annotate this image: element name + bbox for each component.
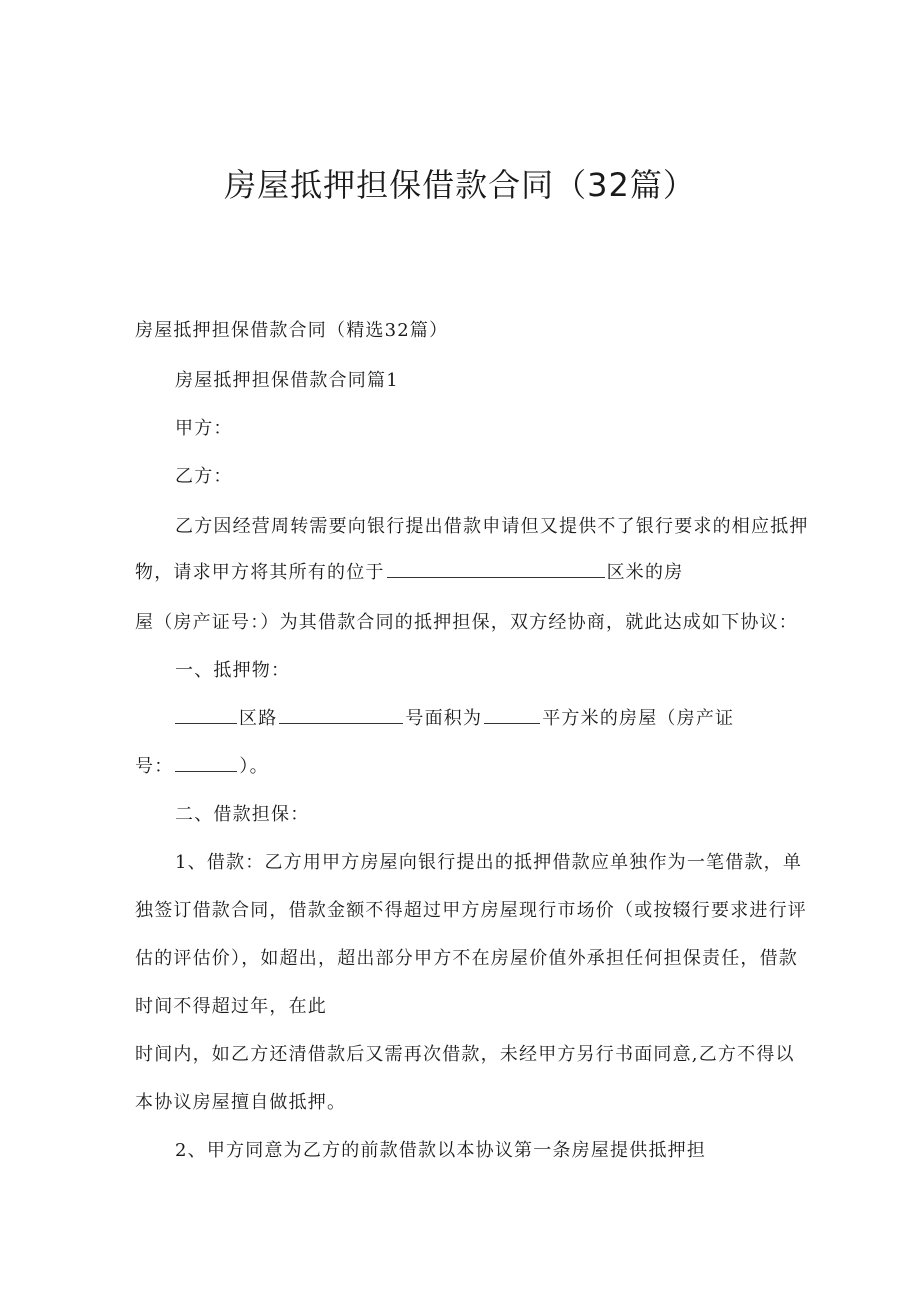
paragraph-line bbox=[135, 558, 683, 584]
paragraph-line bbox=[175, 704, 734, 730]
paragraph-text: 号： bbox=[135, 756, 174, 777]
paragraph-line: 本协议房屋擅自做抵押。 bbox=[135, 1092, 347, 1113]
fill-blank bbox=[484, 705, 540, 724]
fill-blank bbox=[387, 559, 605, 578]
paragraph-text: 平方米的房屋（房产证 bbox=[542, 708, 735, 729]
fill-blank bbox=[175, 753, 237, 772]
paragraph-line: 独签订借款合同，借款金额不得超过甲方房屋现行市场价（或按辍行要求进行评 bbox=[135, 900, 807, 921]
paragraph-line: 时间内，如乙方还清借款后又需再次借款，未经甲方另行书面同意,乙方不得以 bbox=[135, 1044, 795, 1065]
paragraph-line bbox=[135, 752, 269, 778]
paragraph-line: 估的评估价），如超出，超出部分甲方不在房屋价值外承担任何担保责任，借款 bbox=[135, 948, 798, 969]
paragraph-line: 1、借款：乙方用甲方房屋向银行提出的抵押借款应单独作为一笔借款，单 bbox=[175, 852, 803, 873]
document-subtitle: 房屋抵押担保借款合同（精选32篇） bbox=[135, 320, 449, 341]
party-a-label: 甲方： bbox=[175, 418, 233, 439]
paragraph-text: 号面积为 bbox=[405, 708, 483, 729]
paragraph-text: 物，请求甲方将其所有的位于 bbox=[135, 562, 385, 583]
document-title: 房屋抵押担保借款合同（32篇） bbox=[224, 166, 696, 204]
paragraph-line: 乙方因经营周转需要向银行提出借款申请但又提供不了银行要求的相应抵押 bbox=[175, 516, 809, 537]
paragraph-text: 区路 bbox=[239, 708, 278, 729]
fill-blank bbox=[175, 705, 237, 724]
fill-blank bbox=[279, 705, 403, 724]
party-b-label: 乙方： bbox=[175, 466, 233, 487]
paragraph-text: ）。 bbox=[239, 756, 269, 777]
paragraph-text: 区米的房 bbox=[606, 562, 684, 583]
guarantee-heading: 二、借款担保： bbox=[175, 804, 310, 825]
paragraph-line: 屋（房产证号：）为其借款合同的抵押担保，双方经协商，就此达成如下协议： bbox=[135, 612, 798, 633]
section-heading: 房屋抵押担保借款合同篇1 bbox=[175, 370, 399, 391]
collateral-heading: 一、抵押物： bbox=[175, 660, 291, 681]
paragraph-line: 时间不得超过年，在此 bbox=[135, 996, 327, 1017]
paragraph-line: 2、甲方同意为乙方的前款借款以本协议第一条房屋提供抵押担 bbox=[175, 1140, 707, 1161]
